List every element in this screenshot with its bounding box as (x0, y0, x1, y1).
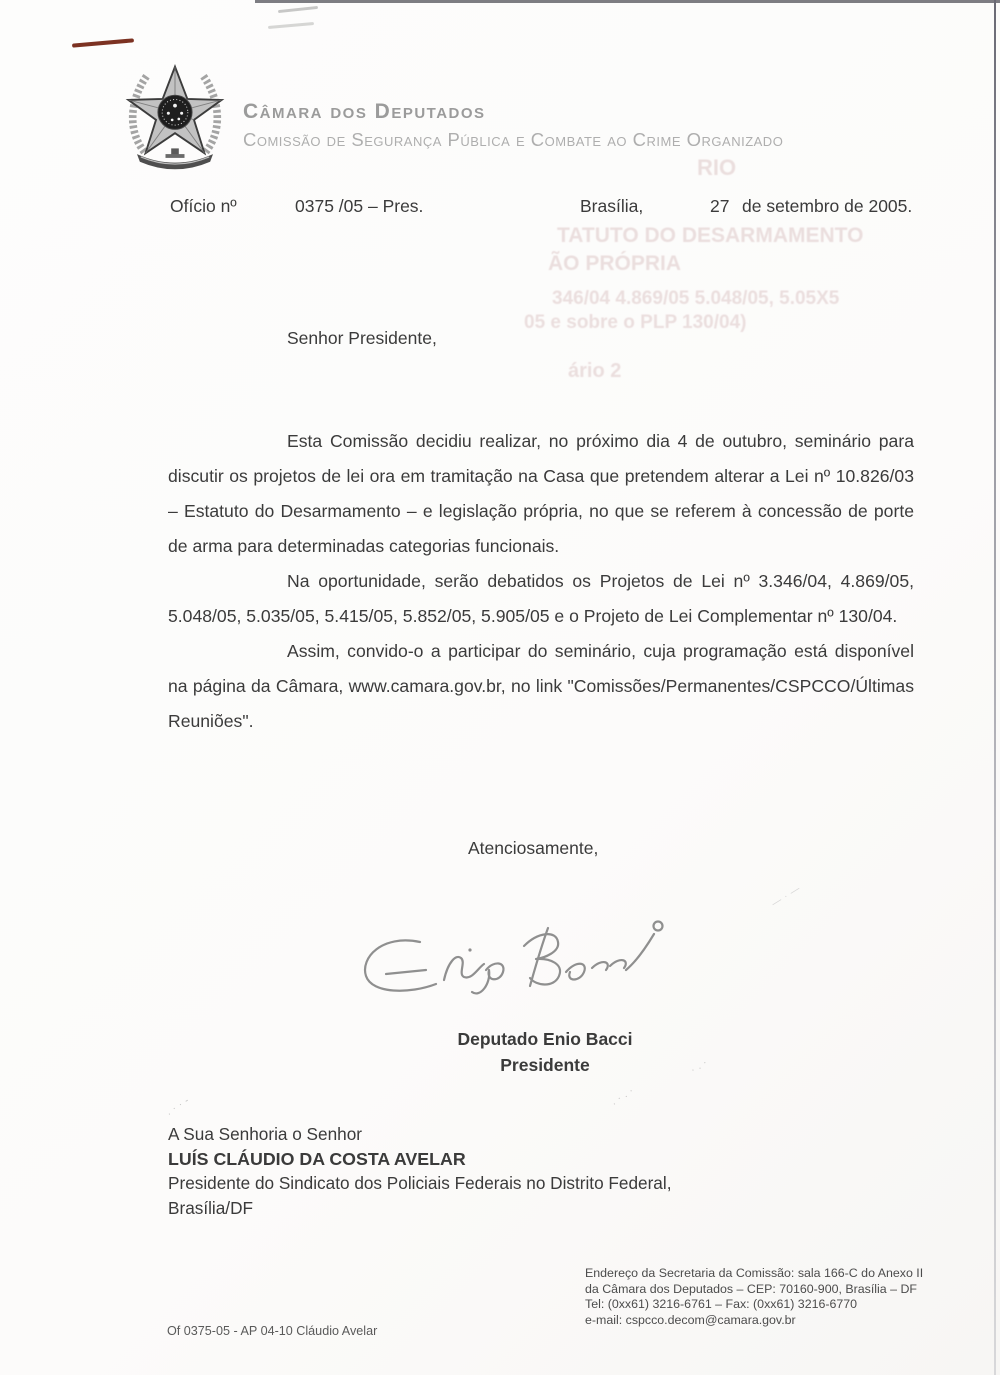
signer-title: Presidente (500, 1055, 590, 1075)
org-title: Câmara dos Deputados (243, 100, 486, 123)
address-line: Tel: (0xx61) 3216-6761 – Fax: (0xx61) 3216-6770 (585, 1297, 858, 1311)
pencil-smudge (278, 6, 318, 13)
ghost-text: 346/04 4.869/05 5.048/05, 5.05X5 (552, 288, 840, 309)
recipient-greeting: A Sua Senhoria o Senhor (168, 1124, 362, 1144)
signer-name: Deputado Enio Bacci (457, 1029, 633, 1049)
paragraph: Na oportunidade, serão debatidos os Projetos de Lei nº 3.346/04, 4.869/05, 5.048/05, 5.035/05, 5.415/05, 5.852/05, 5.905/05 e o Projeto de Lei Complementar nº 130/04. (168, 571, 914, 626)
oficio-label: Ofício nº (170, 196, 237, 216)
committee-title: Comissão de Segurança Pública e Combate ao Crime Organizado (243, 129, 784, 150)
paragraph: Assim, convido-o a participar do seminário, cuja programação está disponível na página da Câmara, www.camara.gov.br, no link "Comissões/Permanentes/CSPCCO/Últimas Reuniões". (168, 641, 914, 731)
recipient-title: Presidente do Sindicato dos Policiais Federais no Distrito Federal, (168, 1173, 672, 1193)
recipient-block (168, 1122, 671, 1220)
date-day: 27 (710, 196, 730, 216)
signer-block (375, 1026, 715, 1078)
pen-stroke-mark (72, 38, 134, 47)
scan-edge-top (255, 0, 1000, 3)
secretariat-address (585, 1266, 923, 1328)
date-rest: de setembro de 2005. (742, 196, 913, 216)
address-line: e-mail: cspcco.decom@camara.gov.br (585, 1312, 796, 1327)
ghost-text: ÃO PRÓPRIA (548, 252, 682, 275)
recipient-name: LUÍS CLÁUDIO DA COSTA AVELAR (168, 1148, 466, 1169)
handwritten-signature (352, 900, 697, 1015)
scan-speckle: ·.· (688, 1055, 713, 1076)
pencil-smudge (268, 22, 314, 29)
brazil-coat-of-arms-icon (118, 60, 232, 176)
recipient-city: Brasília/DF (168, 1197, 253, 1218)
ghost-text: RIO (697, 155, 737, 180)
ghost-text: ário 2 (568, 360, 622, 382)
letter-body (168, 424, 914, 739)
salutation: Senhor Presidente, (287, 328, 437, 348)
scan-speckle: —·— (769, 881, 806, 910)
ghost-text: 05 e sobre o PLP 130/04) (524, 312, 747, 333)
scan-speckle: .·.· (609, 1083, 639, 1108)
scan-speckle: .··- (164, 1093, 195, 1118)
address-line: da Câmara dos Deputados – CEP: 70160-900, Brasília – DF (585, 1281, 917, 1296)
date-city: Brasília, (580, 196, 644, 216)
paragraph: Esta Comissão decidiu realizar, no próximo dia 4 de outubro, seminário para discutir os projetos de lei ora em tramitação na Casa que pretendem alterar a Lei nº 10.826/03 – Estatuto do Desarmamento – e legislação própria, no que se referem à concessão de porte de arma para determinadas categorias funcionais. (168, 431, 914, 556)
address-line: Endereço da Secretaria da Comissão: sala 166-C do Anexo II (585, 1266, 924, 1280)
closing-salutation: Atenciosamente, (468, 838, 599, 858)
ghost-text: TATUTO DO DESARMAMENTO (557, 224, 864, 247)
scan-edge-right (994, 0, 996, 1375)
oficio-number: 0375 /05 – Pres. (295, 196, 424, 216)
document-reference: Of 0375-05 - AP 04-10 Cláudio Avelar (167, 1324, 378, 1338)
